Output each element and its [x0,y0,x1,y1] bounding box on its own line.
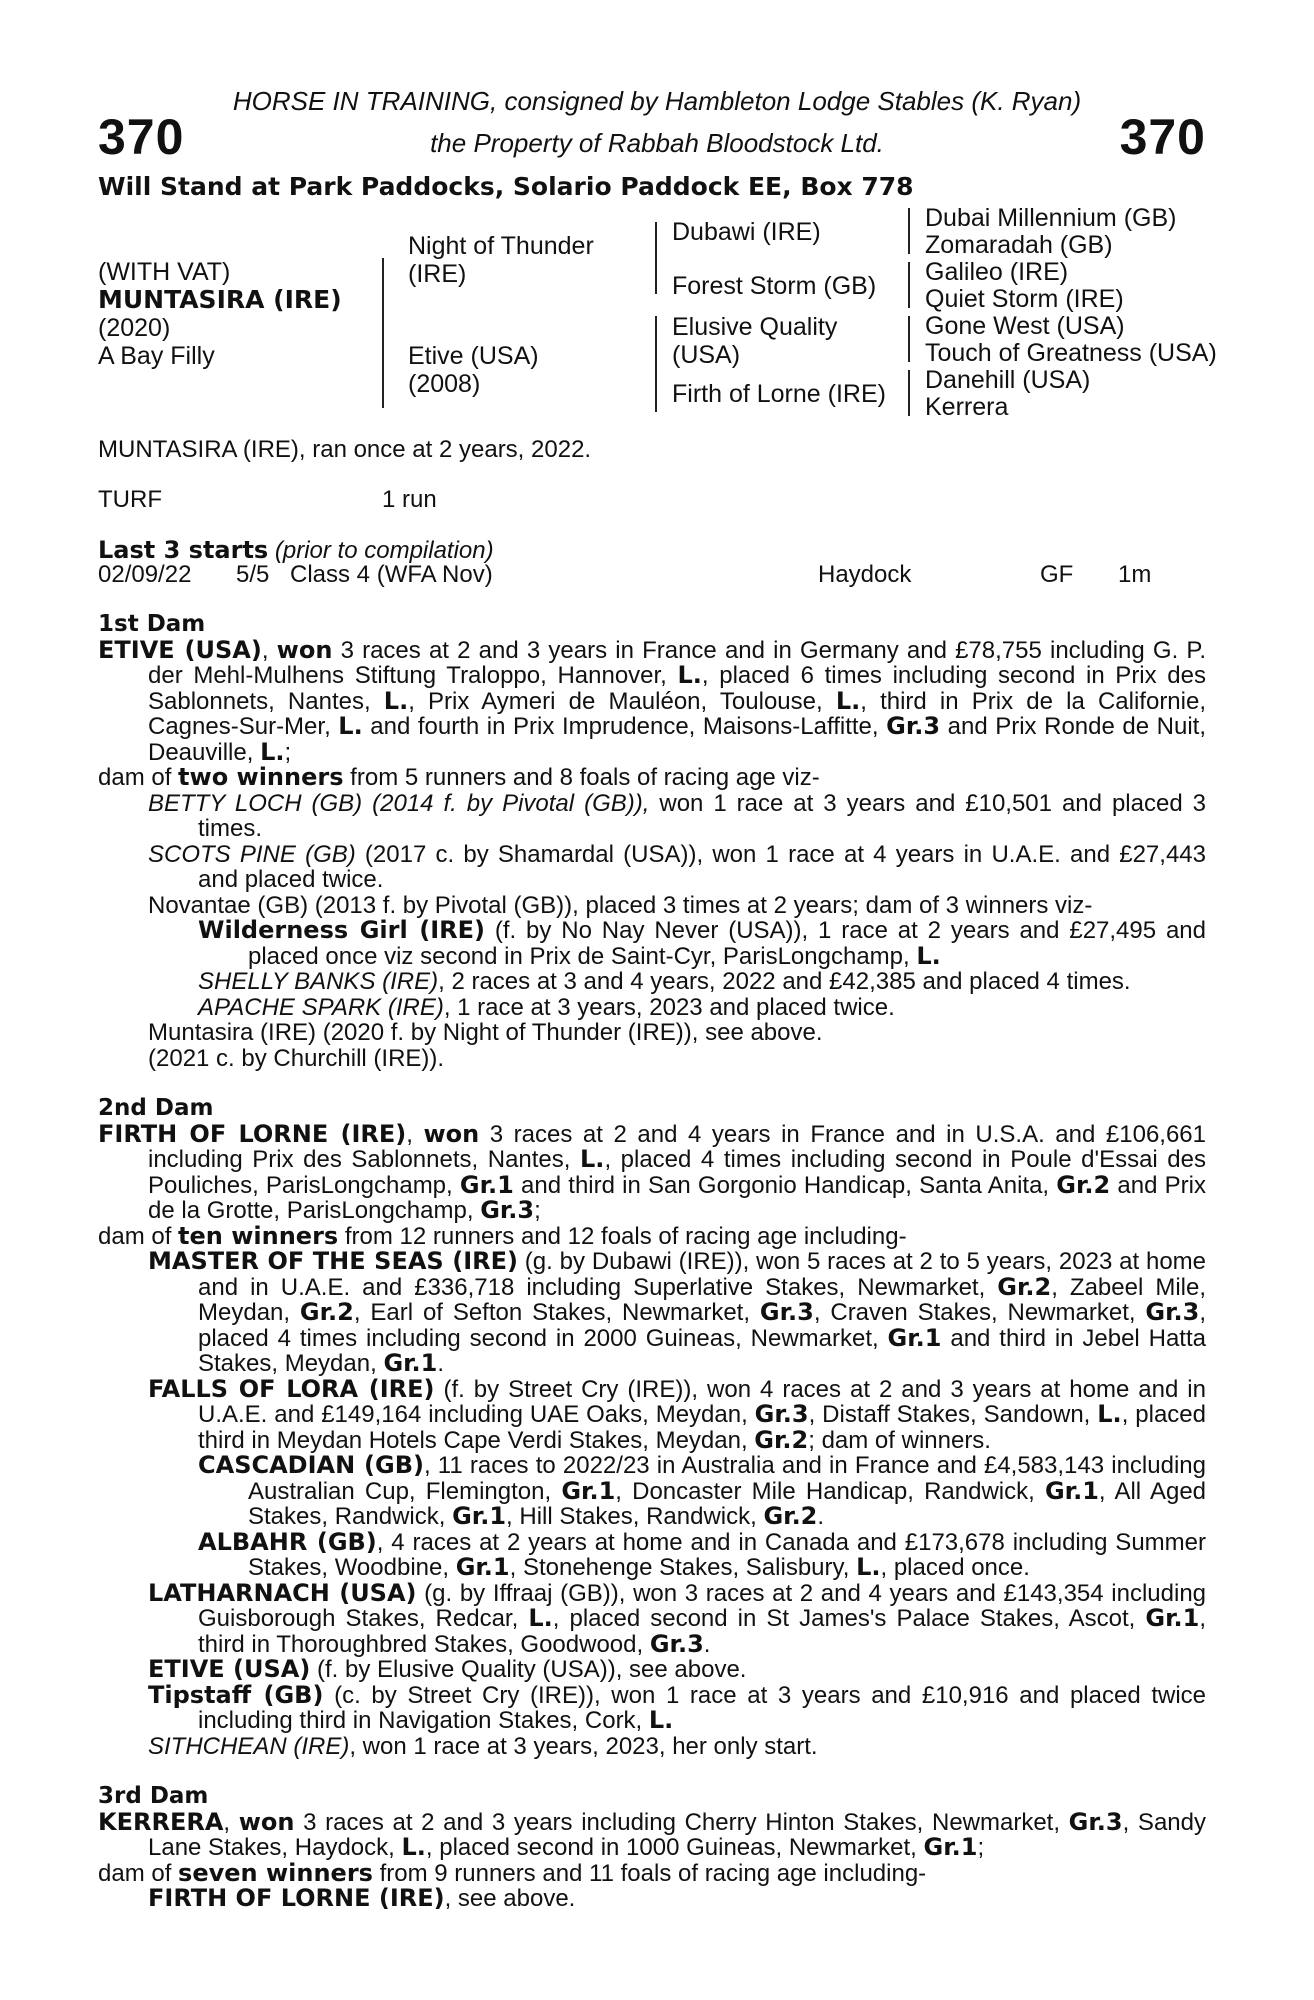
text: , Prix Aymeri de Mauléon, Toulouse, [408,687,836,715]
start-date: 02/09/22 [98,561,192,588]
text: and third in San Gorgonio Handicap, Santa Anita, [513,1171,1057,1199]
dam-sire: Elusive Quality [672,313,838,341]
won-label: won [238,1807,295,1836]
produce-name: SCOTS PINE (GB) [148,840,356,868]
text: , third in Prix de la Californie, Cagnes-Sur-Mer, [148,687,1206,740]
text: , placed once. [880,1554,1030,1581]
sire-dam: Forest Storm (GB) [672,272,877,300]
third-dam-record: KERRERA, won 3 races at 2 and 3 years including Cherry Hinton Stakes, Newmarket, Gr.3, Sandy Lane Stakes, Haydock, L., placed second in 1000 Guineas, Newmarket, Gr.1; [98,1807,1206,1861]
first-dam-produce-summary [98,765,1206,791]
produce-name: FIRTH OF LORNE (IRE) [148,1884,445,1912]
list-item [98,995,1206,1021]
group-label: Gr.3 [649,1629,704,1658]
dam-dam: Firth of Lorne (IRE) [672,380,886,408]
group-label: Gr.1 [561,1476,616,1505]
produce-name: LATHARNACH (USA) [148,1578,417,1607]
brace-dam-side [655,316,667,412]
text: , won 1 race at 3 years, 2023, her only start. [349,1732,818,1760]
listed-label: L. [260,737,285,766]
group-label: Gr.1 [455,1553,510,1581]
dam-name: Etive (USA) [408,342,539,370]
won-label: won [276,635,333,664]
last-starts-title: Last 3 starts [98,536,269,564]
text: 3 races at 2 and 3 years including Cherry Hinton Stakes, Newmarket, [294,1808,1069,1836]
consignor-line: HORSE IN TRAINING, consigned by Hambleton Lodge Stables (K. Ryan) [232,86,1082,116]
brace-dd [908,370,920,416]
third-dam-heading: 3rd Dam [98,1783,209,1809]
first-dam-name: ETIVE (USA) [98,635,262,664]
text: ; [534,1197,541,1224]
text: , Doncaster Mile Handicap, Randwick, [615,1477,1045,1505]
group-label: Gr.2 [763,1502,818,1530]
produce-name: ETIVE (USA) [148,1655,311,1683]
list-item [98,969,1206,995]
produce-name: CASCADIAN (GB) [198,1451,424,1479]
start-position: 5/5 [236,561,270,588]
winners-count: two winners [178,763,344,791]
race-summary: MUNTASIRA (IRE), ran once at 2 years, 2022. [98,436,592,463]
text: , 4 races at 2 years at home and in Canada and £173,678 including Summer Stakes, Woodbine, [248,1528,1206,1581]
text: , 2 races at 3 and 4 years, 2022 and £42,385 and placed 4 times. [438,968,1131,995]
group-label: Gr.3 [1068,1807,1123,1836]
second-dam-record: FIRTH OF LORNE (IRE), won 3 races at 2 and 4 years in France and in U.S.A. and £106,661 including Prix des Sablonnets, Nantes, L., placed 4 times including second in Poule d'Essai des Pouliches, ParisLongchamp, Gr.1 and third in San Gorgonio Handicap, Santa Anita, Gr.2 and Prix de la Grotte, ParisLongchamp, Gr.3; [98,1119,1207,1224]
text: , All Aged Stakes, Randwick, [248,1477,1207,1530]
brace-gen1 [382,258,394,408]
text: , Hill Stakes, Randwick, [506,1503,764,1530]
text: and third in Jebel Hatta Stakes, Meydan, [198,1324,1206,1377]
list-item [98,1453,1206,1530]
text: , Zabeel Mile, Meydan, [198,1273,1207,1326]
listed-label: L. [383,686,409,715]
text: (2017 c. by Shamardal (USA)), won 1 race at 4 years in U.A.E. and £27,443 and placed twice. [198,840,1206,893]
horse-name: MUNTASIRA (IRE) [98,285,342,314]
foaling-year: (2020) [98,314,171,342]
second-dam-produce-summary [98,1221,1206,1250]
text: (g. by Iffraaj (GB)), won 3 races at 2 and 4 years and £143,354 including Guisborough Stakes, Redcar, [198,1579,1207,1632]
text: and Prix Ronde de Nuit, Deauville, [148,713,1207,766]
record-surface: TURF [98,486,162,513]
text: 3 races at 2 and 3 years in France and in Germany and £78,755 including G. P. der Mehl-Mulhens Stiftung Traloppo, Hannover, [148,636,1206,689]
produce-name: APACHE SPARK (IRE) [198,993,444,1021]
text: and fourth in Prix Imprudence, Maisons-Laffitte, [362,713,887,740]
listed-label: L. [677,661,702,689]
winners-count: ten winners [178,1221,339,1250]
produce-name: ALBAHR (GB) [198,1527,377,1556]
group-label: Gr.1 [383,1349,438,1377]
listed-label: L. [528,1604,553,1632]
text: , Earl of Sefton Stakes, Newmarket, [353,1299,760,1326]
text: , 11 races to 2022/23 in Australia and in France and £4,583,143 including Australian Cup, Flemington, [248,1452,1206,1505]
group-label: Gr.2 [997,1272,1052,1301]
group-label: Gr.1 [452,1502,507,1530]
gg-sire-sire-sire: Dubai Millennium (GB) [925,204,1177,232]
first-dam-section [98,612,1206,1071]
text: from 12 runners and 12 foals of racing age including- [338,1222,907,1250]
text: (c. by Street Cry (IRE)), won 1 race at 3 years and £10,916 and placed twice including third in Navigation Stakes, Cork, [198,1681,1206,1734]
text: won 1 race at 3 years and £10,501 and placed 3 times. [198,789,1206,842]
lot-number-right: 370 [1119,109,1206,165]
group-label: Gr.1 [459,1170,514,1199]
list-item [98,1734,1206,1760]
text: , placed third in Meydan Hotels Cape Verdi Stakes, Meydan, [198,1401,1206,1454]
text: dam of [98,764,179,791]
list-item [98,1657,1206,1683]
gg-sire-dam-sire: Galileo (IRE) [925,258,1069,286]
list-item: Novantae (GB) (2013 f. by Pivotal (GB)), placed 3 times at 2 years; dam of 3 winners viz- [148,891,1093,919]
text: , 1 race at 3 years, 2023 and placed twice. [443,993,895,1021]
brace-sd [908,262,920,308]
text: (g. by Dubawi (IRE)), won 5 races at 2 to 5 years, 2023 at home and in U.A.E. and £336,718 including Superlative Stakes, Newmarket, [198,1248,1207,1301]
listed-label: L. [648,1706,674,1734]
dam-sire-country: (USA) [672,341,741,369]
horse-sex: A Bay Filly [98,342,215,370]
list-item [98,842,1206,893]
produce-name: Tipstaff (GB) [148,1680,324,1709]
text: ; [977,1834,985,1861]
text: dam of [98,1859,179,1887]
produce-name: FALLS OF LORA (IRE) [148,1374,435,1403]
group-label: Gr.3 [759,1298,814,1326]
text: , placed 4 times including second in 2000 Guineas, Newmarket, [198,1299,1207,1352]
produce-name: Wilderness Girl (IRE) [198,916,485,944]
group-label: Gr.3 [886,712,941,740]
gg-dam-dam-sire: Danehill (USA) [925,366,1091,394]
start-distance: 1m [1118,561,1152,588]
produce-name: BETTY LOCH (GB) (2014 f. by Pivotal (GB)), [148,789,650,817]
dam-year: (2008) [408,370,481,398]
list-item: (2021 c. by Churchill (IRE)). [148,1044,445,1072]
text: dam of [98,1222,179,1250]
won-label: won [423,1119,480,1148]
listed-label: L. [835,686,861,715]
listed-label: L. [1097,1400,1122,1428]
list-item [98,918,1206,969]
text: and Prix de la Grotte, ParisLongchamp, [148,1171,1207,1224]
text: , see above. [444,1885,576,1912]
produce-name: SITHCHEAN (IRE) [148,1732,350,1760]
text: (f. by Elusive Quality (USA)), see above. [310,1656,747,1683]
text: , Craven Stakes, Newmarket, [813,1299,1146,1326]
group-label: Gr.1 [887,1323,942,1352]
list-item [98,1249,1206,1377]
third-dam-produce-summary [98,1858,1206,1887]
listed-label: L. [401,1833,426,1861]
start-course: Haydock [818,561,912,588]
text: (f. by Street Cry (IRE)), won 4 races at 2 and 3 years at home and in U.A.E. and £149,164 including UAE Oaks, Meydan, [198,1375,1206,1428]
text: , placed 4 times including second in Poule d'Essai des Pouliches, ParisLongchamp, [148,1146,1207,1199]
text: , placed second in St James's Palace Stakes, Ascot, [552,1605,1146,1632]
list-item [98,1578,1207,1658]
list-item [98,1680,1206,1734]
text: from 9 runners and 11 foals of racing age including- [372,1859,927,1887]
brace-ss [908,208,920,254]
list-item [98,791,1206,842]
start-going: GF [1040,561,1074,588]
second-dam-name: FIRTH OF LORNE (IRE) [98,1119,407,1148]
text: , third in Thoroughbred Stakes, Goodwood, [198,1605,1206,1658]
gg-dam-dam-dam: Kerrera [925,393,1009,421]
first-dam-heading: 1st Dam [98,611,206,637]
brace-sire-side [655,222,667,294]
first-dam-record: ETIVE (USA), won 3 races at 2 and 3 years in France and in Germany and £78,755 including G. P. der Mehl-Mulhens Stiftung Traloppo, Hannover, L., placed 6 times including second in Prix des Sablonnets, Nantes, L., Prix Aymeri de Mauléon, Toulouse, L., third in Prix de la Californie, Cagnes-Sur-Mer, L. and fourth in Prix Imprudence, Maisons-Laffitte, Gr.3 and Prix Ronde de Nuit, Deauville, L.; [98,635,1207,766]
group-label: Gr.3 [1145,1298,1200,1326]
group-label: Gr.3 [480,1196,535,1224]
text: , placed 6 times including second in Prix des Sablonnets, Nantes, [148,662,1206,715]
lot-number-left: 370 [98,109,185,165]
list-item [98,1374,1206,1454]
property-line: the Property of Rabbah Bloodstock Ltd. [430,128,884,158]
produce-name: MASTER OF THE SEAS (IRE) [148,1247,518,1275]
list-item [98,1527,1206,1581]
text: . [817,1503,825,1530]
second-dam-heading: 2nd Dam [98,1095,214,1121]
gg-dam-sire-sire: Gone West (USA) [925,312,1125,340]
gg-sire-sire-dam: Zomaradah (GB) [925,231,1113,259]
listed-label: L. [916,941,941,970]
third-dam-name: KERRERA [98,1807,224,1836]
gg-sire-dam-dam: Quiet Storm (IRE) [925,285,1124,313]
second-dam-section [98,1096,1206,1759]
text: . [703,1630,711,1658]
sire-sire: Dubawi (IRE) [672,218,821,246]
text: ; [284,738,292,766]
text: . [437,1350,445,1377]
start-race: Class 4 (WFA Nov) [290,561,493,588]
gg-dam-sire-dam: Touch of Greatness (USA) [925,339,1217,367]
text: from 5 runners and 8 foals of racing age viz- [343,764,820,791]
text: , placed second in 1000 Guineas, Newmarket, [425,1834,924,1861]
text: , Stonehenge Stakes, Salisbury, [509,1554,857,1581]
group-label: Gr.2 [299,1298,354,1326]
group-label: Gr.1 [1044,1476,1099,1505]
produce-name: SHELLY BANKS (IRE) [198,968,439,995]
group-label: Gr.2 [1056,1170,1111,1199]
text: ; dam of winners. [808,1426,991,1454]
group-label: Gr.1 [1145,1604,1200,1632]
brace-ds [908,316,920,362]
text: 3 races at 2 and 4 years in France and in U.S.A. and £106,661 including Prix des Sablonnets, Nantes, [148,1120,1206,1173]
group-label: Gr.2 [754,1425,809,1454]
stand-location: Will Stand at Park Paddocks, Solario Paddock EE, Box 778 [98,172,914,201]
record-runs: 1 run [382,486,437,513]
group-label: Gr.3 [754,1400,809,1428]
sire-name: Night of Thunder [408,232,594,260]
text: (f. by No Nay Never (USA)), 1 race at 2 years and £27,495 and placed once viz second in Prix de Saint-Cyr, ParisLongchamp, [248,917,1207,970]
group-label: Gr.1 [923,1833,978,1861]
vat-note: (WITH VAT) [98,258,231,286]
third-dam-section [98,1784,1206,1912]
text: , Distaff Stakes, Sandown, [808,1401,1098,1428]
last-starts-note: (prior to compilation) [274,537,494,564]
list-item: Muntasira (IRE) (2020 f. by Night of Thunder (IRE)), see above. [148,1019,823,1046]
sire-country: (IRE) [408,260,467,288]
listed-label: L. [856,1553,881,1581]
winners-count: seven winners [178,1858,373,1887]
listed-label: L. [580,1145,605,1173]
list-item [98,1886,1206,1912]
listed-label: L. [338,712,363,740]
text: , Sandy Lane Stakes, Haydock, [148,1808,1206,1861]
